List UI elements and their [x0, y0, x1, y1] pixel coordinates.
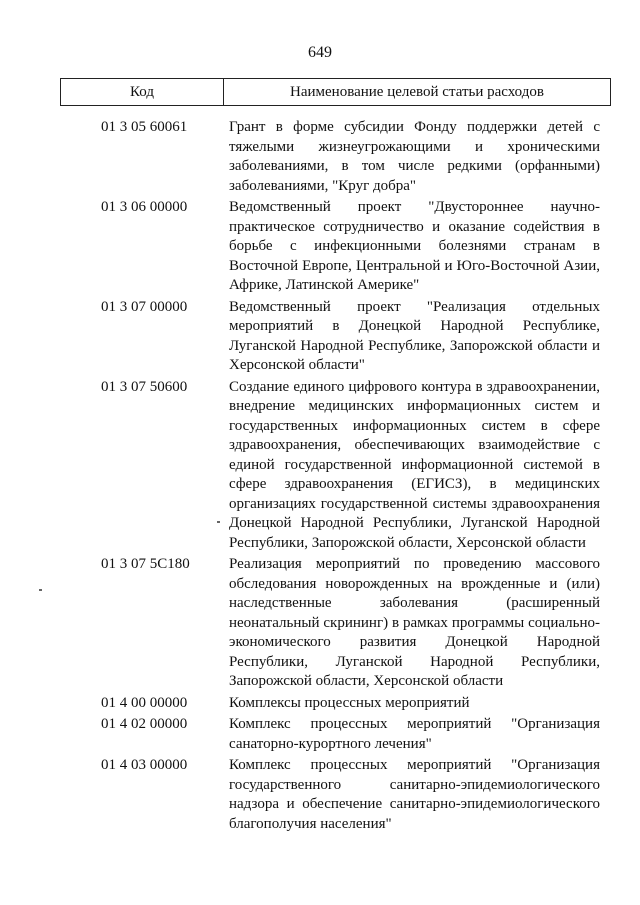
row-code: 01 3 07 50600 [101, 378, 188, 395]
row-code: 01 4 00 00000 [101, 694, 188, 711]
column-header-code: Код [61, 79, 224, 105]
table-row [0, 377, 640, 555]
row-description: Создание единого цифрового контура в здравоохранении, внедрение медицинских информационных систем и государственных информационных систем в сфере здравоохранения, обеспечивающих взаимодействие с единой государственной информационной системой в сфере здравоохранения (ЕГИСЗ), в медицинских организациях государственной системы здравоохранения Донецкой Народной Республики, Луганской Народной Республики, Запорожской области, Херсонской области [229, 378, 600, 551]
row-code: 01 3 05 60061 [101, 119, 188, 135]
scan-speck [217, 521, 220, 523]
row-description: Реализация мероприятий по проведению массового обследования новорожденных на врожденные и (или) наследственные заболевания (расширенный неонатальный скрининг) в рамках программы социально-экономического развития Донецкой Народной Республики, Луганской Народной Республики, Запорожской области, Херсонской области [229, 556, 600, 689]
row-code: 01 3 06 00000 [101, 199, 188, 215]
table-body [0, 117, 640, 835]
table-row [0, 197, 640, 297]
row-code: 01 4 03 00000 [101, 757, 188, 773]
row-code: 01 3 07 5С180 [101, 556, 190, 572]
row-description: Комплексы процессных мероприятий [229, 694, 470, 711]
row-description: Комплекс процессных мероприятий "Организация государственного санитарно-эпидемиологического надзора и обеспечение санитарно-эпидемиологического благополучия населения" [229, 757, 600, 832]
scan-speck [39, 589, 42, 591]
table-header [60, 78, 611, 106]
table-row [0, 297, 640, 377]
row-description: Ведомственный проект "Реализация отдельных мероприятий в Донецкой Народной Республике, Луганской Народной Республике, Запорожской области и Херсонской области" [229, 298, 600, 373]
table-row [0, 714, 640, 755]
row-code: 01 3 07 00000 [101, 298, 188, 315]
row-description: Ведомственный проект "Двустороннее научно-практическое сотрудничество и оказание содействия в борьбе с инфекционными болезнями странам в Восточной Европе, Центральной и Юго-Восточной Азии, Африке, Латинской Америке" [229, 199, 600, 293]
row-code: 01 4 02 00000 [101, 716, 188, 732]
row-description: Грант в форме субсидии Фонду поддержки детей с тяжелыми жизнеугрожающими и хроническими заболеваниями, в том числе редкими (орфанными) заболеваниями, "Круг добра" [229, 119, 600, 194]
table-row [0, 755, 640, 835]
row-description: Комплекс процессных мероприятий "Организация санаторно-курортного лечения" [229, 716, 600, 752]
table-row [0, 117, 640, 197]
table-row [0, 554, 640, 693]
column-header-name: Наименование целевой статьи расходов [290, 83, 544, 100]
table-row [0, 693, 640, 715]
page-number: 649 [308, 44, 332, 61]
